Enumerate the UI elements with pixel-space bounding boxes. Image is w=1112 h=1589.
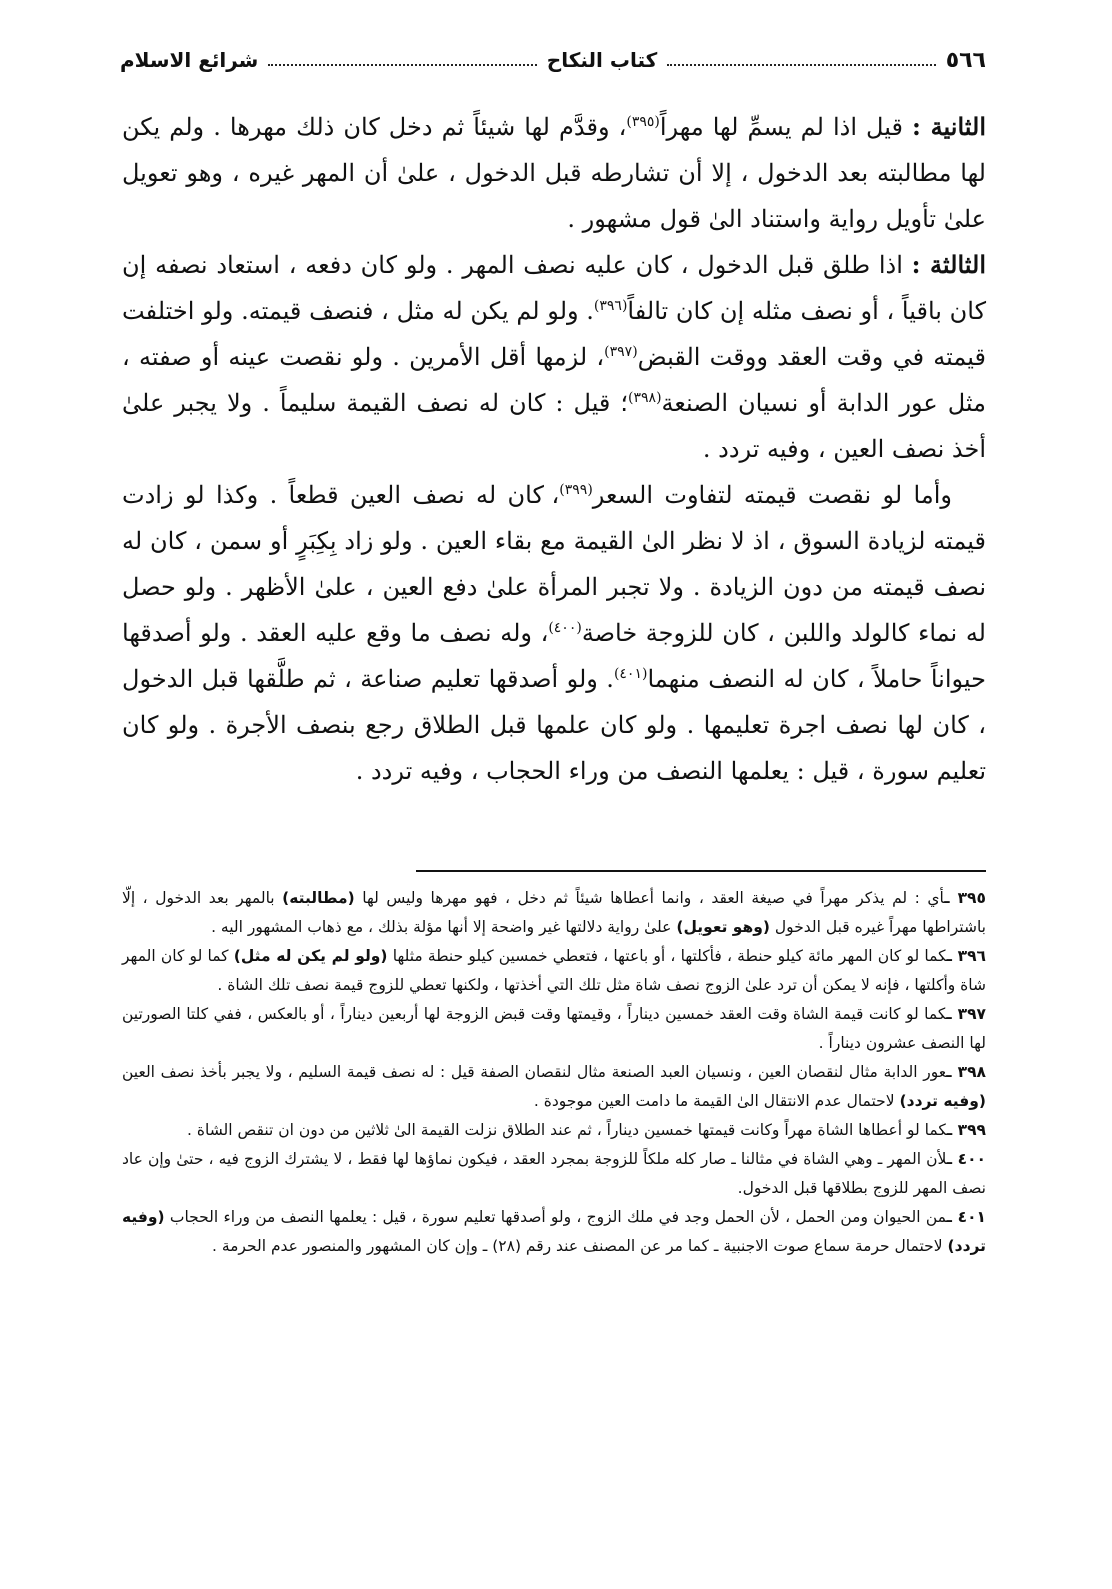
footnote-text: كما لو كان المهر شاة وأكلتها ، فإنه لا يمكن أن ترد علىٰ الزوج نصف شاة مثل تلك التي أخذتها ، ولكنها تعطي للزوج قيمة نصف تلك الشاة . [122, 947, 986, 994]
footnote-ref[interactable]: (٤٠١) [613, 666, 648, 682]
footnote-398 [122, 1058, 986, 1116]
footnote-395 [122, 884, 986, 942]
footnote-ref[interactable]: (٤٠٠) [548, 620, 582, 636]
footnote-number: ٣٩٩ ـ [946, 1121, 986, 1139]
paragraph-text: قيل اذا لم يسمِّ لها مهراً [659, 113, 903, 141]
footnote-ref[interactable]: (٣٩٩) [559, 482, 593, 498]
footnote-number: ٣٩٧ ـ [946, 1005, 987, 1023]
footnote-396 [122, 942, 986, 1000]
running-header [120, 40, 986, 80]
footnote-ref[interactable]: (٣٩٥) [626, 114, 660, 130]
paragraph-text: ، كان له نصف العين قطعاً . وكذا لو زادت قيمته لزيادة السوق ، اذ لا نظر الىٰ القيمة مع بقاء العين . ولو زاد بِكِبَرٍ أو سمن ، كان له نصف قيمته من دون الزيادة . ولا تجبر المرأة علىٰ دفع العين ، علىٰ الأظهر . ولو حصل له نماء كالولد واللبن ، كان للزوجة خاصة [122, 481, 987, 647]
chapter-title: كتاب النكاح [546, 48, 658, 72]
footnote-number: ٣٩٥ ـ [944, 889, 986, 907]
footnote-ref[interactable]: (٣٩٦) [593, 298, 628, 314]
main-text [122, 104, 986, 794]
footnote-number: ٤٠٠ ـ [946, 1150, 986, 1168]
footnote-quote: (مطالبته) [282, 889, 355, 907]
footnote-text: كما لو كان المهر مائة كيلو حنطة ، فأكلتها ، أو باعتها ، فتعطي خمسين كيلو حنطة مثلها [392, 947, 947, 965]
footnote-quote: (وهو تعويل) [676, 918, 770, 936]
footnote-quote: (وفيه تردد) [899, 1092, 986, 1110]
paragraph-continuation [122, 472, 986, 794]
paragraph-lead: الثانية : [912, 112, 987, 141]
footnotes [122, 884, 986, 1261]
paragraph-lead: الثالثة : [911, 250, 987, 279]
footnote-number: ٣٩٦ ـ [946, 947, 986, 965]
book-title: شرائع الاسلام [119, 48, 259, 72]
footnote-400 [122, 1145, 986, 1203]
footnote-text: من الحيوان ومن الحمل ، لأن الحمل وجد في ملك الزوج ، ولو أصدقها تعليم سورة ، قيل : يعلمها النصف من وراء الحجاب [169, 1208, 947, 1226]
paragraph-text: . ولو أصدقها تعليم صناعة ، ثم طلَّقها قبل الدخول ، كان لها نصف اجرة تعليمها . ولو كان علمها قبل الطلاق رجع بنصف الأجرة . ولو كان تعليم سورة ، قيل : يعلمها النصف من وراء الحجاب ، وفيه تردد . [122, 665, 986, 785]
header-dotted-leader [268, 64, 536, 66]
page-number: ٥٦٦ [945, 47, 986, 73]
footnote-ref[interactable]: (٣٩٨) [628, 390, 662, 406]
footnote-399 [122, 1116, 986, 1145]
footnote-text: لاحتمال عدم الانتقال الىٰ القيمة ما دامت العين موجودة . [533, 1092, 895, 1110]
footnote-text: أي : لم يذكر مهراً في صيغة العقد ، وانما أعطاها شيئاً ثم دخل ، فهو مهرها وليس لها [362, 889, 945, 907]
paragraph-text: ، لزمها أقل الأمرين . ولو نقصت عينه أو صفته ، مثل عور الدابة أو نسيان الصنعة [122, 343, 986, 417]
footnote-separator [416, 870, 986, 872]
footnote-text: لأن المهر ـ وهي الشاة في مثالنا ـ صار كله ملكاً للزوجة بمجرد العقد ، فيكون نماؤها لها فقط ، لا يشترك الزوج فيه ، حتىٰ وإن عاد نصف المهر للزوج بطلاقها قبل الدخول. [122, 1150, 986, 1197]
header-dotted-leader [667, 64, 935, 66]
footnote-text: بالمهر بعد الدخول ، إلّا باشتراطها مهراً غيره قبل الدخول [122, 889, 986, 936]
paragraph-text: وأما لو نقصت قيمته لتفاوت السعر [592, 481, 952, 509]
footnote-ref[interactable]: (٣٩٧) [604, 344, 638, 360]
footnote-text: كما لو كانت قيمة الشاة وقت العقد خمسين ديناراً ، وقيمتها وقت قبض الزوجة لها أربعين ديناراً ، أو بالعكس ، ففي كلتا الصورتين لها النصف عشرون ديناراً . [122, 1005, 986, 1052]
footnote-quote: (وفيه تردد) [122, 1208, 986, 1255]
footnote-text: علىٰ رواية دلالتها غير واضحة إلا أنها مؤلة بذلك ، مع ذهاب المشهور اليه . [211, 918, 672, 936]
paragraph-text: ، وقدَّم لها شيئاً ثم دخل كان ذلك مهرها . ولم يكن لها مطالبته بعد الدخول ، إلا أن تشارطه قبل الدخول ، علىٰ أن المهر غيره ، وهو تعويل علىٰ تأويل رواية واستناد الىٰ قول مشهور . [122, 113, 986, 233]
footnote-397 [122, 1000, 986, 1058]
paragraph-text: اذا طلق قبل الدخول ، كان عليه نصف المهر . ولو كان دفعه ، استعاد نصفه إن كان باقياً ، أو نصف مثله إن كان تالفاً [122, 251, 986, 325]
footnote-text: عور الدابة مثال لنقصان العين ، ونسيان العبد الصنعة مثال لنقصان الصفة قيل : له نصف قيمة السليم ، ولا يجبر بأخذ نصف العين [122, 1063, 947, 1081]
footnote-quote: (ولو لم يكن له مثل) [233, 947, 388, 965]
footnote-number: ٣٩٨ ـ [946, 1063, 987, 1081]
paragraph-text: ، وله نصف ما وقع عليه العقد . ولو أصدقها حيواناً حاملاً ، كان له النصف منهما [122, 619, 986, 693]
paragraph-text: . ولو لم يكن له مثل ، فنصف قيمته. ولو اختلفت قيمته في وقت العقد ووقت القبض [122, 297, 986, 371]
paragraph-third [122, 242, 986, 472]
paragraph-second [122, 104, 986, 242]
footnote-number: ٤٠١ ـ [946, 1208, 986, 1226]
paragraph-text: ؛ قيل : كان له نصف القيمة سليماً . ولا يجبر علىٰ أخذ نصف العين ، وفيه تردد . [122, 389, 986, 463]
footnote-401 [122, 1203, 986, 1261]
footnote-text: لاحتمال حرمة سماع صوت الاجنبية ـ كما مر عن المصنف عند رقم (٢٨) ـ وإن كان المشهور والمنصور عدم الحرمة . [211, 1237, 943, 1255]
footnote-text: كما لو أعطاها الشاة مهراً وكانت قيمتها خمسين ديناراً ، ثم عند الطلاق نزلت القيمة الىٰ ثلاثين من دون ان تنقص الشاة . [187, 1121, 947, 1139]
